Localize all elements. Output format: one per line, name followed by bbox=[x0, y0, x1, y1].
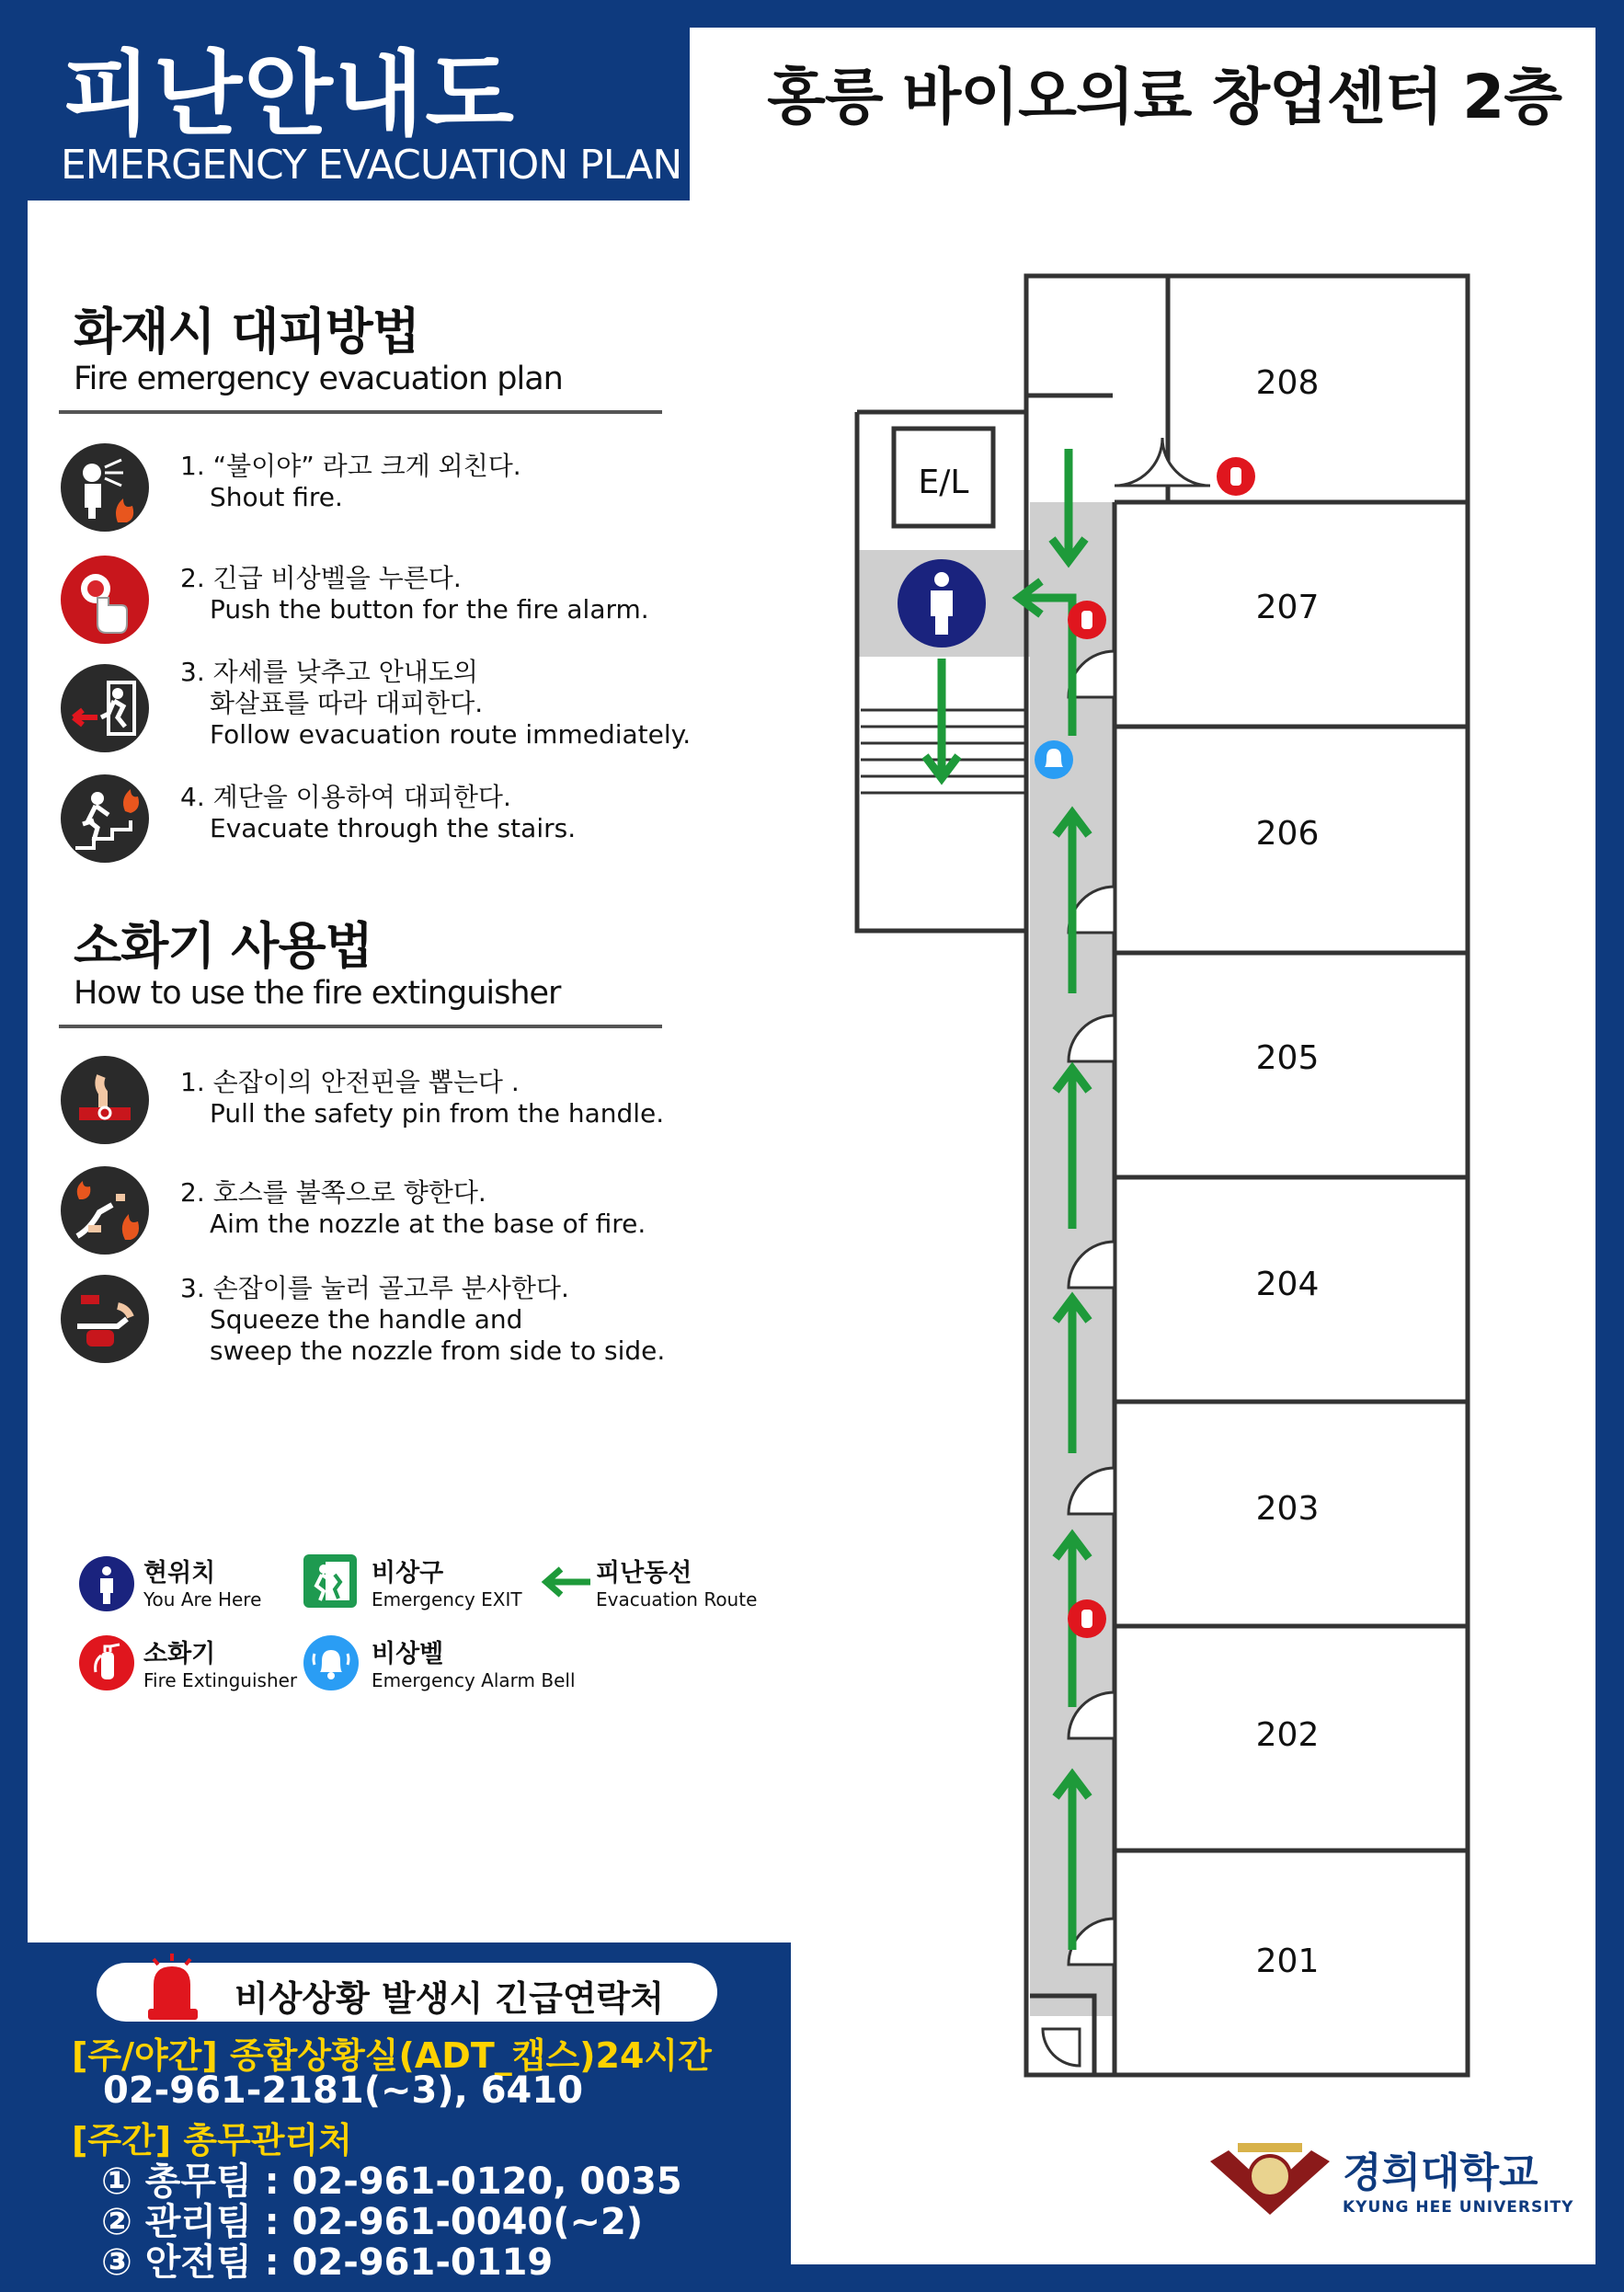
fire-step-1-ko: 1. “불이야” 라고 크게 외친다. bbox=[180, 451, 521, 481]
fire-extinguisher-icon bbox=[1068, 1599, 1106, 1638]
room-label: 206 bbox=[1255, 815, 1320, 853]
room-label: 205 bbox=[1255, 1039, 1320, 1077]
fire-step-4-ko: 4. 계단을 이용하여 대피한다. bbox=[180, 782, 511, 812]
room-label: 204 bbox=[1255, 1266, 1320, 1303]
room-label: 202 bbox=[1255, 1716, 1320, 1754]
contact-line-1: [주/야간] 종합상황실(ADT_캡스)24시간 bbox=[72, 2035, 712, 2076]
fire-step-2-en: Push the button for the fire alarm. bbox=[210, 594, 649, 625]
fire-step-3-ko: 3. 자세를 낮추고 안내도의 bbox=[180, 657, 478, 687]
fire-step-4-en: Evacuate through the stairs. bbox=[210, 813, 577, 843]
page-title: 피난안내도 bbox=[63, 40, 516, 148]
contact-line-5: ② 관리팀 : 02-961-0040(~2) bbox=[101, 2201, 644, 2243]
legend-label-en: Fire Extinguisher bbox=[143, 1669, 298, 1691]
extinguisher-section-subtitle: How to use the fire extinguisher bbox=[74, 975, 561, 1012]
fire-extinguisher-icon bbox=[1217, 457, 1255, 496]
ext-step-1-en: Pull the safety pin from the handle. bbox=[210, 1098, 665, 1129]
corridor-end bbox=[1030, 1996, 1116, 2016]
university-name-ko: 경희대학교 bbox=[1343, 2149, 1538, 2196]
page-subtitle: EMERGENCY EVACUATION PLAN bbox=[61, 142, 682, 189]
elevator-label: E/L bbox=[918, 464, 969, 501]
ext-step-3-en2: sweep the nozzle from side to side. bbox=[210, 1335, 666, 1366]
room-label: 208 bbox=[1255, 364, 1320, 402]
fire-step-3-en: Follow evacuation route immediately. bbox=[210, 719, 692, 750]
fire-step-3-ko2: 화살표를 따라 대피한다. bbox=[210, 688, 484, 718]
room-label: 207 bbox=[1255, 589, 1320, 626]
fire-section-title: 화재시 대피방법 bbox=[74, 303, 419, 361]
fire-section-subtitle: Fire emergency evacuation plan bbox=[74, 361, 563, 397]
fire-step-1-en: Shout fire. bbox=[210, 482, 343, 512]
ext-step-3-ko: 3. 손잡이를 눌러 골고루 분사한다. bbox=[180, 1273, 569, 1303]
contact-line-3: [주간] 총무관리처 bbox=[72, 2120, 352, 2160]
legend-label-en: Emergency Alarm Bell bbox=[372, 1669, 576, 1691]
fire-step-2-ko: 2. 긴급 비상벨을 누른다. bbox=[180, 563, 462, 593]
legend-label-en: Emergency EXIT bbox=[372, 1588, 522, 1610]
ext-step-3-en: Squeeze the handle and bbox=[210, 1304, 523, 1335]
ext-step-2-en: Aim the nozzle at the base of fire. bbox=[210, 1209, 646, 1239]
room-label: 201 bbox=[1255, 1942, 1320, 1980]
ext-step-1-ko: 1. 손잡이의 안전핀을 뽑는다 . bbox=[180, 1067, 520, 1097]
contact-line-6: ③ 안전팀 : 02-961-0119 bbox=[101, 2241, 554, 2284]
legend-label-ko: 비상벨 bbox=[372, 1640, 444, 1668]
fire-extinguisher-icon bbox=[1068, 601, 1106, 639]
university-name-en: KYUNG HEE UNIVERSITY bbox=[1343, 2198, 1574, 2217]
contact-line-4: ① 총무팀 : 02-961-0120, 0035 bbox=[101, 2160, 682, 2203]
contact-title: 비상상황 발생시 긴급연락처 bbox=[234, 1978, 664, 2019]
legend-label-ko: 비상구 bbox=[372, 1559, 444, 1587]
university-logo bbox=[1343, 2139, 1573, 2217]
legend-label-ko: 현위치 bbox=[143, 1559, 216, 1587]
you-are-here-icon bbox=[898, 559, 986, 647]
legend-label-ko: 피난동선 bbox=[596, 1559, 692, 1587]
ext-step-2-ko: 2. 호스를 불쪽으로 향한다. bbox=[180, 1177, 486, 1208]
extinguisher-section-title: 소화기 사용법 bbox=[74, 917, 372, 975]
legend-label-en: You Are Here bbox=[143, 1588, 262, 1610]
legend-label-en: Evacuation Route bbox=[596, 1588, 758, 1610]
room-label: 203 bbox=[1255, 1490, 1320, 1528]
building-name: 홍릉 바이오의료 창업센터 2층 bbox=[767, 62, 1561, 132]
alarm-bell-icon bbox=[1035, 740, 1073, 779]
university-emblem-icon bbox=[1201, 2134, 1339, 2222]
contact-line-2: 02-961-2181(~3), 6410 bbox=[103, 2069, 584, 2112]
legend-label-ko: 소화기 bbox=[143, 1640, 216, 1668]
